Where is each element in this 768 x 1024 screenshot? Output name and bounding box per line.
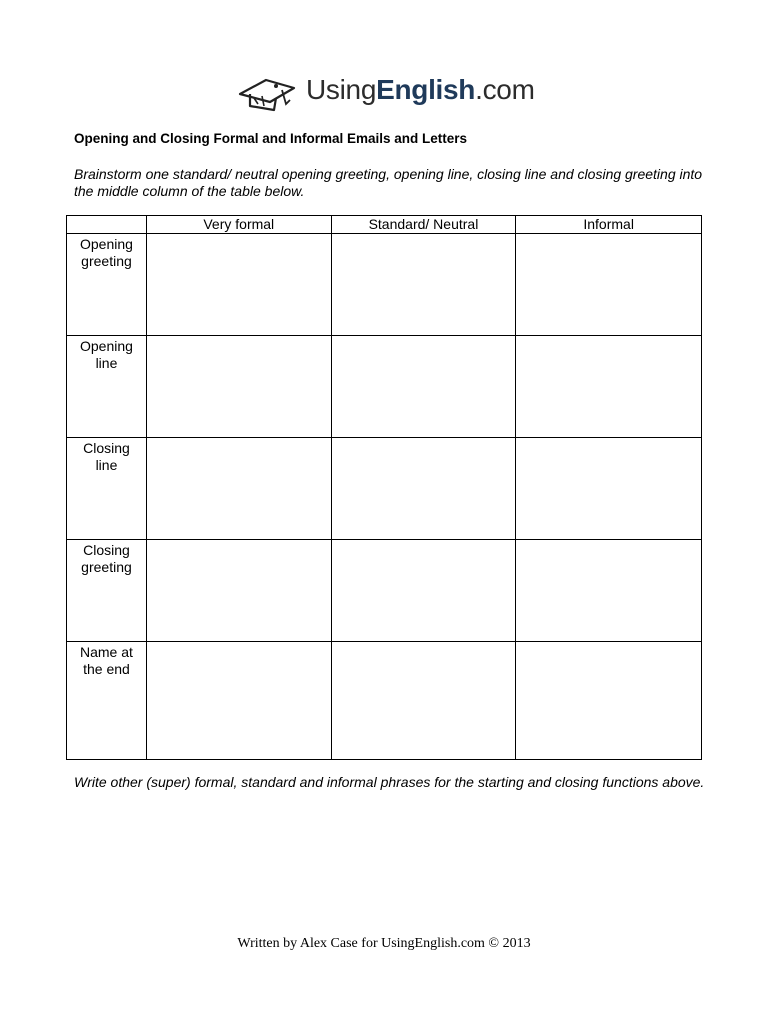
site-logo: [236, 70, 536, 114]
row-label-line2: greeting: [81, 559, 132, 575]
cell-very-formal[interactable]: [146, 234, 331, 336]
graduation-cap-icon: [236, 72, 296, 112]
row-label-line1: Closing: [83, 542, 130, 558]
cell-standard-neutral[interactable]: [331, 642, 516, 760]
footer-credit: Written by Alex Case for UsingEnglish.com © 2013: [237, 936, 531, 951]
row-label-name-at-end: [67, 642, 147, 760]
header-blank-cell: [67, 216, 147, 234]
logo-text-prefix: Using: [306, 74, 377, 105]
table-header-row: [67, 216, 702, 234]
cell-very-formal[interactable]: [146, 438, 331, 540]
row-label-line2: greeting: [81, 253, 132, 269]
logo-text-bold: English: [376, 74, 476, 105]
header-informal: Informal: [516, 216, 702, 234]
cell-very-formal[interactable]: [146, 642, 331, 760]
cell-standard-neutral[interactable]: [331, 540, 516, 642]
header-standard-neutral: Standard/ Neutral: [331, 216, 516, 234]
cell-standard-neutral[interactable]: [331, 234, 516, 336]
worksheet-title: Opening and Closing Formal and Informal Emails and Letters: [74, 131, 468, 146]
cell-standard-neutral[interactable]: [331, 438, 516, 540]
cell-very-formal[interactable]: [146, 336, 331, 438]
row-label-line2: the end: [83, 661, 130, 677]
instructions-text: Brainstorm one standard/ neutral opening greeting, opening line, closing line and closing greeting into the middle column of the table below.: [74, 166, 703, 199]
followup-instructions: Write other (super) formal, standard and informal phrases for the starting and closing functions above.: [74, 774, 705, 790]
row-label-line1: Opening: [80, 338, 133, 354]
table-row-closing-greeting: [67, 540, 702, 642]
table-row-opening-greeting: [67, 234, 702, 336]
header-very-formal: Very formal: [146, 216, 331, 234]
logo-text-suffix: .com: [475, 74, 535, 105]
cell-informal[interactable]: [516, 642, 702, 760]
row-label-line2: line: [95, 355, 118, 371]
table-row-opening-line: [67, 336, 702, 438]
row-label-closing-line: [67, 438, 147, 540]
row-label-line1: Closing: [83, 440, 130, 456]
row-label-line1: Opening: [80, 236, 133, 252]
cell-informal[interactable]: [516, 438, 702, 540]
row-label-opening-greeting: [67, 234, 147, 336]
table-row-closing-line: [67, 438, 702, 540]
cell-informal[interactable]: [516, 336, 702, 438]
row-label-closing-greeting: [67, 540, 147, 642]
row-label-opening-line: [67, 336, 147, 438]
cell-informal[interactable]: [516, 540, 702, 642]
row-label-line2: line: [95, 457, 118, 473]
table-row-name-at-end: [67, 642, 702, 760]
cell-informal[interactable]: [516, 234, 702, 336]
cell-very-formal[interactable]: [146, 540, 331, 642]
cell-standard-neutral[interactable]: [331, 336, 516, 438]
phrases-table: [66, 215, 702, 760]
logo-wordmark: [306, 74, 535, 106]
row-label-line1: Name at: [80, 644, 133, 660]
